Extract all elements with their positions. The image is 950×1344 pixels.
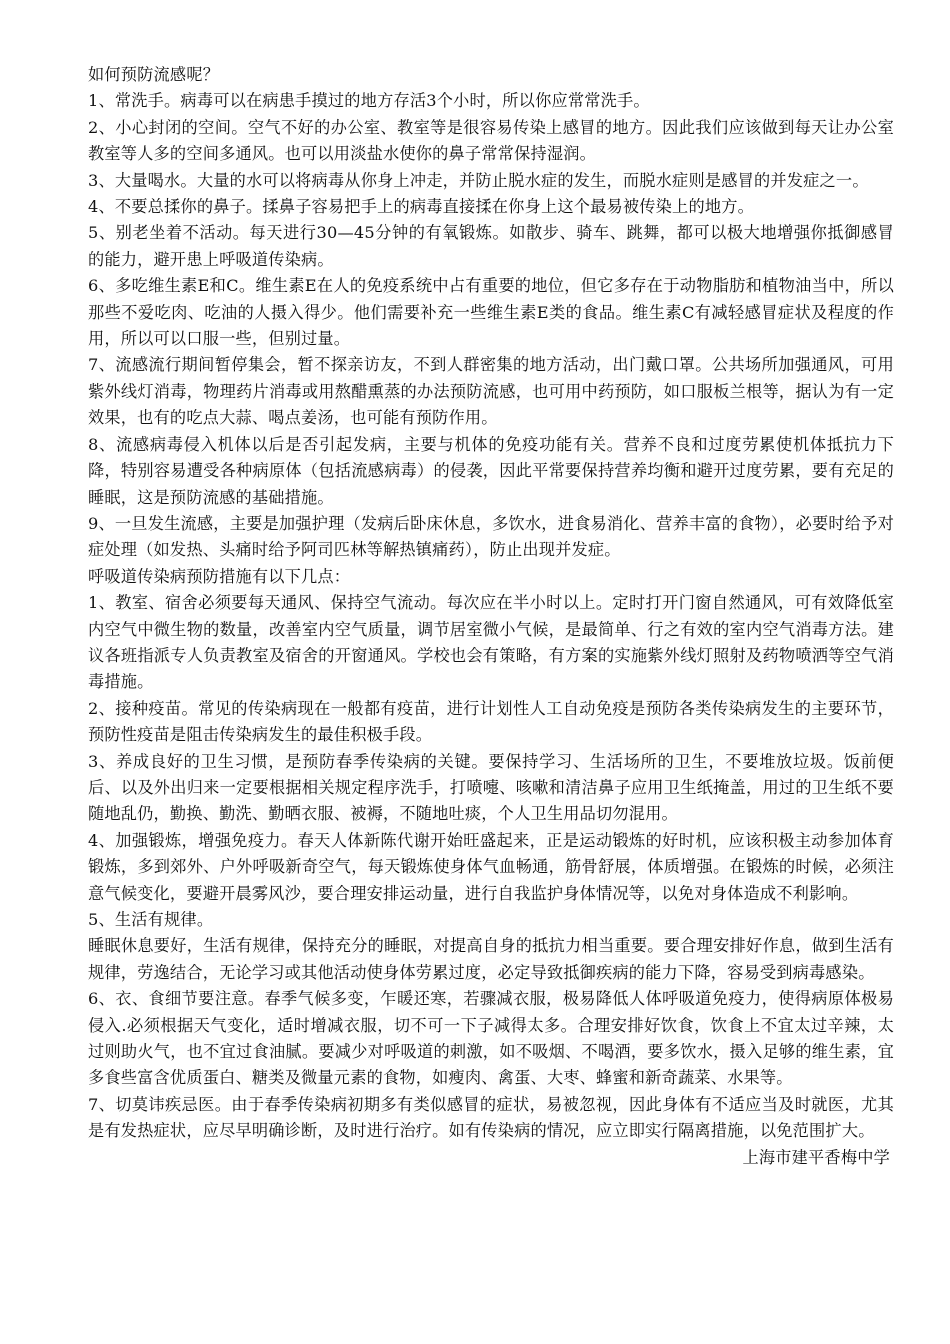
respiratory-item-6: 6、衣、食细节要注意。春季气候多变，乍暖还寒，若骤减衣服，极易降低人体呼吸道免疫力，使得病原体极易侵入.必须根据天气变化，适时增减衣服，切不可一下子减得太多。合理安排好饮食，饮食上不宜太过辛辣，太过则助火气，也不宜过食油腻。要减少对呼吸道的刺激，如不吸烟、不喝酒，要多饮水，摄入足够的维生素，宜多食些富含优质蛋白、糖类及微量元素的食物，如瘦肉、禽蛋、大枣、蜂蜜和新奇蔬菜、水果等。 — [88, 989, 894, 1088]
school-signature: 上海市建平香梅中学 — [742, 1147, 890, 1167]
respiratory-item-1: 1、教室、宿舍必须要每天通风、保持空气流动。每次应在半小时以上。定时打开门窗自然通风，可有效降低室内空气中微生物的数量，改善室内空气质量，调节居室微小气候，是最简单、行之有效的室内空气消毒方法。建议各班指派专人负责教室及宿舍的开窗通风。学校也会有策略，有方案的实施紫外线灯照射及药物喷洒等空气消毒措施。 — [88, 593, 894, 692]
document-title: 如何预防流感呢？ — [88, 65, 220, 84]
flu-item-7: 7、流感流行期间暂停集会，暂不探亲访友，不到人群密集的地方活动，出门戴口罩。公共场所加强通风，可用紫外线灯消毒，物理药片消毒或用熬醋熏蒸的办法预防流感，也可用中药预防，如口服板兰根等，据认为有一定效果，也有的吃点大蒜、喝点姜汤，也可能有预防作用。 — [88, 355, 894, 428]
document-page — [88, 62, 894, 1171]
respiratory-item-5-detail: 睡眠休息要好，生活有规律，保持充分的睡眠，对提高自身的抵抗力相当重要。要合理安排好作息，做到生活有规律，劳逸结合，无论学习或其他活动使身体劳累过度，必定导致抵御疾病的能力下降，容易受到病毒感染。 — [88, 936, 894, 982]
flu-item-5: 5、别老坐着不活动。每天进行30—45分钟的有氧锻炼。如散步、骑车、跳舞，都可以极大地增强你抵御感冒的能力，避开患上呼吸道传染病。 — [88, 223, 894, 269]
respiratory-heading: 呼吸道传染病预防措施有以下几点： — [88, 566, 351, 586]
respiratory-item-2: 2、接种疫苗。常见的传染病现在一般都有疫苗，进行计划性人工自动免疫是预防各类传染病发生的主要环节，预防性疫苗是阻击传染病发生的最佳积极手段。 — [88, 698, 894, 745]
flu-item-9: 9、一旦发生流感，主要是加强护理（发病后卧床休息，多饮水，进食易消化、营养丰富的食物），必要时给予对症处理（如发热、头痛时给予阿司匹林等解热镇痛药），防止出现并发症。 — [88, 513, 894, 560]
flu-item-2: 2、小心封闭的空间。空气不好的办公室、教室等是很容易传染上感冒的地方。因此我们应该做到每天让办公室教室等人多的空间多通风。也可以用淡盐水使你的鼻子常常保持湿润。 — [88, 117, 894, 164]
respiratory-item-4: 4、加强锻炼，增强免疫力。春天人体新陈代谢开始旺盛起来，正是运动锻炼的好时机，应该积极主动参加体育锻炼，多到郊外、户外呼吸新奇空气，每天锻炼使身体气血畅通，筋骨舒展，体质增强。在锻炼的时候，必须注意气候变化，要避开晨雾风沙，要合理安排运动量，进行自我监护身体情况等，以免对身体造成不利影响。 — [88, 830, 894, 903]
respiratory-item-7: 7、切莫讳疾忌医。由于春季传染病初期多有类似感冒的症状，易被忽视，因此身体有不适应当及时就医，尤其是有发热症状，应尽早明确诊断，及时进行治疗。如有传染病的情况，应立即实行隔离措施，以免范围扩大。 — [88, 1094, 894, 1141]
flu-item-8: 8、流感病毒侵入机体以后是否引起发病，主要与机体的免疫功能有关。营养不良和过度劳累使机体抵抗力下降，特别容易遭受各种病原体（包括流感病毒）的侵袭，因此平常要保持营养均衡和避开过度劳累，要有充足的睡眠，这是预防流感的基础措施。 — [88, 434, 894, 507]
respiratory-item-5: 5、生活有规律。 — [88, 910, 214, 929]
flu-item-3: 3、大量喝水。大量的水可以将病毒从你身上冲走，并防止脱水症的发生，而脱水症则是感冒的并发症之一。 — [88, 170, 869, 190]
flu-item-6: 6、多吃维生素E和C。维生素E在人的免疫系统中占有重要的地位，但它多存在于动物脂肪和植物油当中，所以那些不爱吃肉、吃油的人摄入得少。他们需要补充一些维生素E类的食品。维生素C有减轻感冒症状及程度的作用，所以可以口服一些，但别过量。 — [88, 276, 894, 349]
flu-item-4: 4、不要总揉你的鼻子。揉鼻子容易把手上的病毒直接揉在你身上这个最易被传染上的地方。 — [88, 197, 754, 217]
respiratory-item-3: 3、养成良好的卫生习惯，是预防春季传染病的关键。要保持学习、生活场所的卫生，不要堆放垃圾。饭前便后、以及外出归来一定要根据相关规定程序洗手，打喷嚏、咳嗽和清洁鼻子应用卫生纸掩盖，用过的卫生纸不要随地乱仍，勤换、勤洗、勤晒衣服、被褥，不随地吐痰，个人卫生用品切勿混用。 — [88, 751, 894, 824]
flu-item-1: 1、常洗手。病毒可以在病患手摸过的地方存活3个小时，所以你应常常洗手。 — [88, 91, 650, 111]
